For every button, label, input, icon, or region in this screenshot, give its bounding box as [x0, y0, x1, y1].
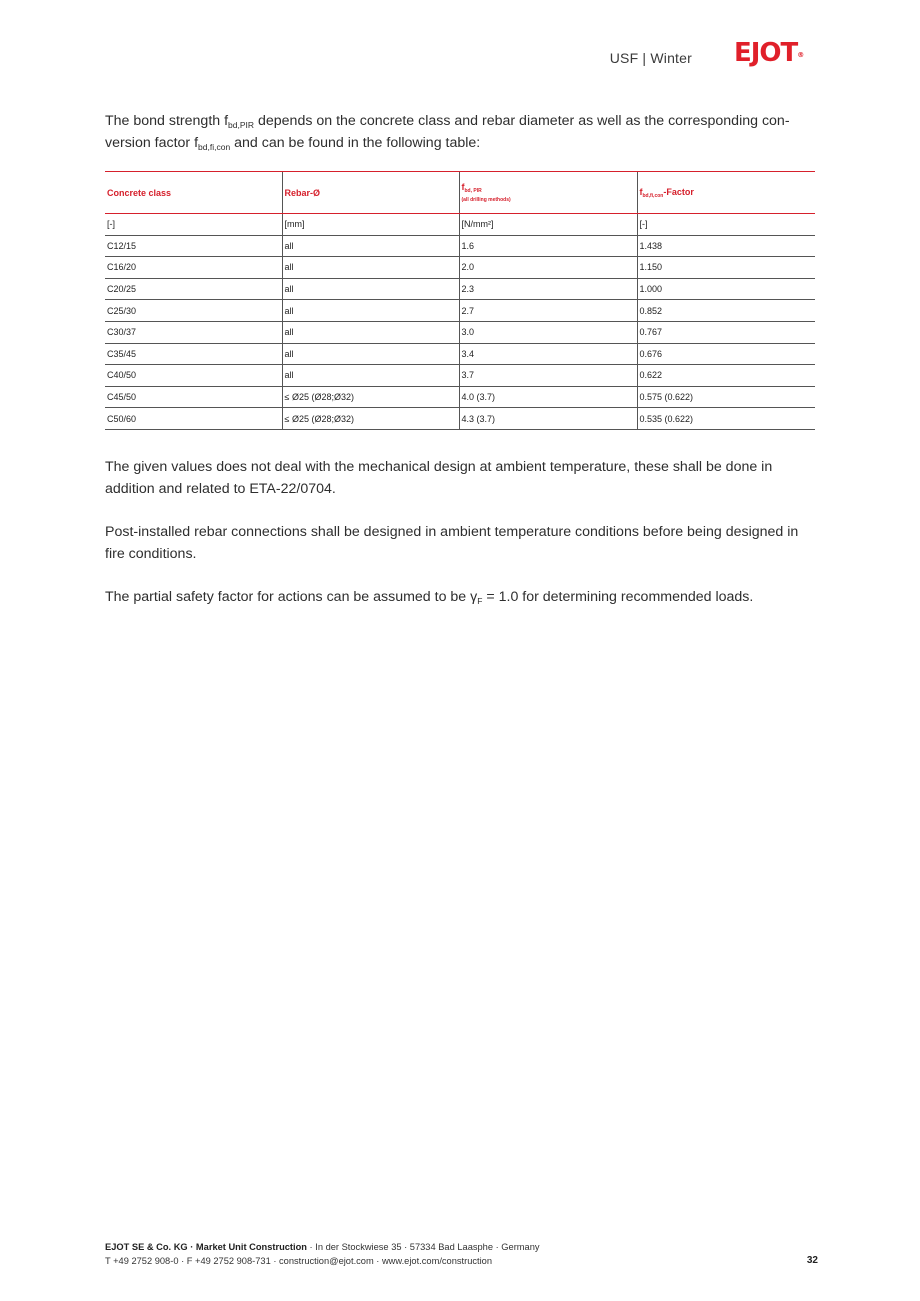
- footer-company-line: [105, 1242, 540, 1252]
- table-cell: C16/20: [105, 257, 282, 279]
- unit-cell: [N/mm²]: [459, 214, 637, 236]
- table-row: [105, 300, 815, 322]
- unit-cell: [-]: [637, 214, 815, 236]
- unit-cell: [-]: [105, 214, 282, 236]
- table-cell: 3.7: [459, 365, 637, 387]
- header-drilling-note: (all drilling methods): [461, 197, 511, 203]
- table-cell: 2.3: [459, 278, 637, 300]
- table-cell: C20/25: [105, 278, 282, 300]
- paragraph-fire-conditions: Post-installed rebar connections shall be designed in ambient temperature conditions before being designed in fire conditions.: [105, 524, 799, 562]
- table-cell: 0.767: [637, 321, 815, 343]
- table-cell: all: [282, 365, 459, 387]
- table-cell: C35/45: [105, 343, 282, 365]
- table-cell: C30/37: [105, 321, 282, 343]
- safety-sub: F: [477, 596, 483, 606]
- table-row: [105, 386, 815, 408]
- table-cell: 0.622: [637, 365, 815, 387]
- table-cell: 1.438: [637, 235, 815, 257]
- header-title: USF | Winter: [609, 50, 692, 66]
- table-cell: ≤ Ø25 (Ø28;Ø32): [282, 408, 459, 430]
- intro-text-1: The bond strength f: [105, 113, 229, 129]
- table-cell: all: [282, 257, 459, 279]
- intro-sub-2: bd,fi,con: [198, 141, 231, 152]
- footer-contact: T +49 2752 908-0 · F +49 2752 908-731 · construction@ejot.com · www.ejot.com/construction: [105, 1256, 493, 1266]
- header-bond-strength: $f_{bd, PIR}$ (all drilling methods): [459, 172, 637, 214]
- table-cell: 0.676: [637, 343, 815, 365]
- table-cell: C45/50: [105, 386, 282, 408]
- footer-address: · In der Stockwiese 35 · 57334 Bad Laasphe · Germany: [306, 1242, 540, 1252]
- header-rebar-diameter: Rebar-Ø: [282, 172, 459, 214]
- registered-mark: ®: [797, 51, 805, 59]
- table-cell: all: [282, 278, 459, 300]
- header-concrete-class: Concrete class: [105, 172, 282, 214]
- header-conversion-factor: $f_{bd,fi,con}$-Factor: [637, 172, 815, 214]
- intro-sub-1: bd,PIR: [228, 120, 255, 130]
- table-cell: C40/50: [105, 365, 282, 387]
- table-cell: 2.0: [459, 257, 637, 279]
- table-cell: C50/60: [105, 408, 282, 430]
- table-row: [105, 343, 815, 365]
- table-cell: 0.535 (0.622): [637, 408, 815, 430]
- table-cell: 3.0: [459, 321, 637, 343]
- table-cell: 1.6: [459, 235, 637, 257]
- table-cell: all: [282, 300, 459, 322]
- safety-text-2: = 1.0 for determining recommended loads.: [482, 589, 754, 605]
- table-cell: C25/30: [105, 300, 282, 322]
- table-cell: 0.852: [637, 300, 815, 322]
- intro-text-3: and can be found in the following table:: [230, 134, 481, 151]
- paragraph-ambient-design: The given values does not deal with the mechanical design at ambient temperature, these shall be done in addition and related to ETA-22/0704.: [105, 459, 773, 497]
- table-cell: 2.7: [459, 300, 637, 322]
- table-row: [105, 365, 815, 387]
- table-row: [105, 408, 815, 430]
- table-cell: all: [282, 343, 459, 365]
- safety-text-1: The partial safety factor for actions can be assumed to be γ: [105, 589, 478, 605]
- table-cell: 0.575 (0.622): [637, 386, 815, 408]
- intro-paragraph: [105, 111, 817, 154]
- table-cell: all: [282, 321, 459, 343]
- table-row: [105, 235, 815, 257]
- intro-text-2: depends on the concrete class and rebar diameter as well as the corresponding con-version factor f: [105, 113, 790, 151]
- table-row: [105, 257, 815, 279]
- table-cell: all: [282, 235, 459, 257]
- table-row: [105, 278, 815, 300]
- table-cell: 1.000: [637, 278, 815, 300]
- unit-cell: [mm]: [282, 214, 459, 236]
- table-cell: 1.150: [637, 257, 815, 279]
- page-number: 32: [806, 1255, 818, 1266]
- table-cell: C12/15: [105, 235, 282, 257]
- table-cell: 3.4: [459, 343, 637, 365]
- table-row: [105, 321, 815, 343]
- table-cell: 4.0 (3.7): [459, 386, 637, 408]
- table-header-row: [105, 172, 815, 214]
- ejot-logo: [734, 40, 804, 66]
- table-cell: ≤ Ø25 (Ø28;Ø32): [282, 386, 459, 408]
- table-cell: 4.3 (3.7): [459, 408, 637, 430]
- footer-company: EJOT SE & Co. KG · Market Unit Construction: [105, 1242, 307, 1252]
- bond-strength-table: [105, 171, 815, 430]
- table-units-row: [105, 214, 815, 236]
- paragraph-safety-factor: [105, 587, 817, 609]
- logo-text: EJOT: [734, 38, 798, 68]
